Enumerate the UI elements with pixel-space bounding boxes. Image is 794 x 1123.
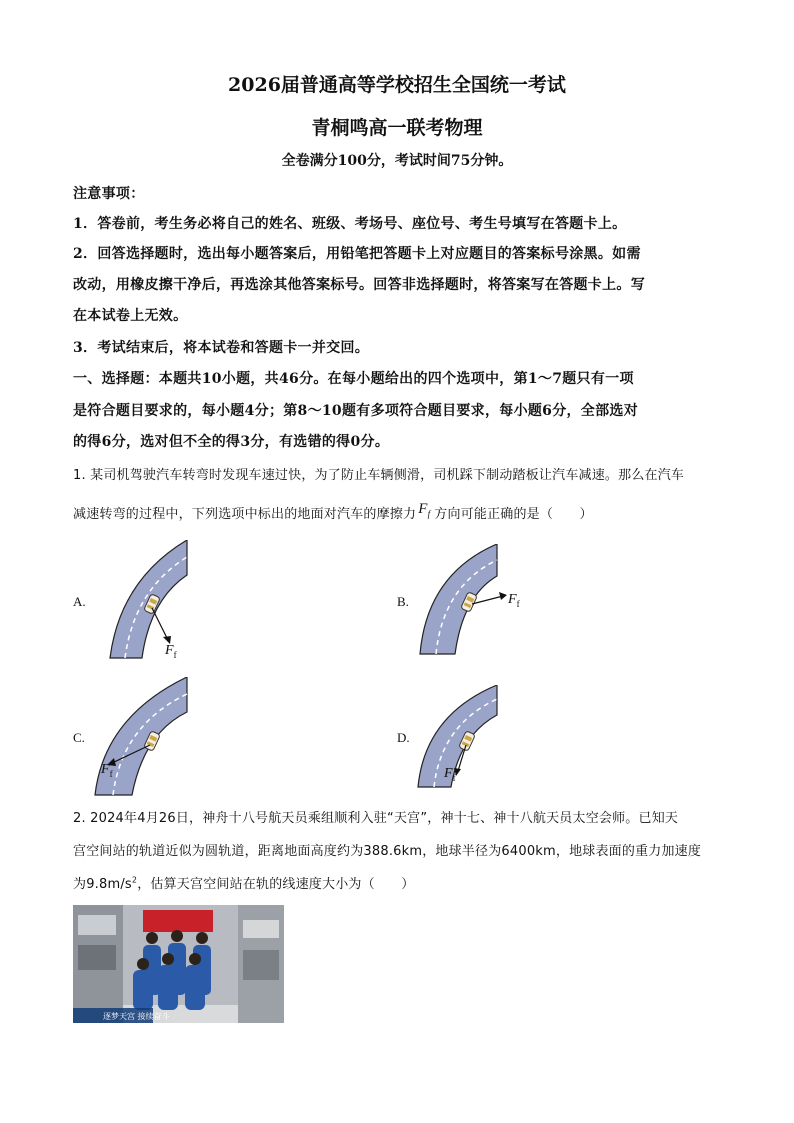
force-sub: f [109, 768, 113, 779]
option-b-label[interactable]: B. [397, 594, 409, 609]
notice-item-2-line-2: 改动，用橡皮擦干净后，再选涂其他答案标号。回答非选择题时，将答案写在答题卡上。写 [73, 277, 645, 293]
option-d-label[interactable]: D. [397, 730, 410, 745]
force-sub: f [173, 649, 177, 660]
q2-line-1: 2. 2024年4月26日，神舟十八号航天员乘组顺利入驻“天宫”，神十七、神十八航天员太空会师。已知天 [73, 811, 679, 826]
force-arrow [152, 608, 168, 640]
notice-item-2-line-1: 2．回答选择题时，选出每小题答案后，用铅笔把答题卡上对应题目的答案标号涂黑。如需 [73, 246, 641, 262]
q1-line-2-post: 方向可能正确的是（ ） [434, 507, 593, 522]
q1-line-2-pre: 减速转弯的过程中，下列选项中标出的地面对汽车的摩擦力 [73, 507, 417, 522]
photo-caption: 逐梦天宫 接续奋斗 [103, 1012, 170, 1021]
notice-item-2-line-3: 在本试卷上无效。 [73, 308, 188, 324]
score-info: 全卷满分100分，考试时间75分钟。 [281, 153, 513, 169]
notice-item-1: 1．答卷前，考生务必将自己的姓名、班级、考场号、座位号、考生号填写在答题卡上。 [73, 216, 627, 232]
friction-symbol-f: F [418, 501, 428, 517]
option-c-force-label [101, 762, 113, 779]
force-f: F [101, 762, 110, 777]
option-c-figure[interactable] [92, 677, 202, 802]
astronauts-photo [73, 905, 284, 1023]
option-c-label[interactable]: C. [73, 730, 85, 745]
q1-line-1: 1. 某司机驾驶汽车转弯时发现车速过快，为了防止车辆侧滑，司机踩下制动踏板让汽车减速。那么在汽车 [73, 468, 685, 483]
q2-line-3-post: ，估算天宫空间站在轨的线速度大小为（ ） [137, 877, 415, 892]
option-a-figure[interactable] [92, 540, 202, 665]
q2-line-3-sup: 2 [131, 875, 138, 885]
option-a-force-label [165, 643, 177, 660]
force-sub: f [452, 772, 456, 783]
force-sub: f [516, 598, 520, 609]
section-1-line-3: 的得6分，选对但不全的得3分，有选错的得0分。 [73, 434, 390, 450]
q1-line-2 [73, 503, 593, 524]
option-d-figure[interactable] [415, 685, 525, 790]
force-f: F [444, 766, 453, 781]
section-1-line-1: 一、选择题：本题共10小题，共46分。在每小题给出的四个选项中，第1～7题只有一项 [73, 371, 634, 387]
road [420, 544, 497, 654]
friction-symbol-sub: f [427, 509, 431, 519]
q2-line-3 [73, 873, 414, 892]
friction-symbol [418, 501, 430, 517]
force-f: F [508, 592, 517, 607]
force-f: F [165, 643, 174, 658]
section-1-line-2: 是符合题目要求的，每小题4分；第8～10题有多项符合题目要求，每小题6分，全部选对 [73, 403, 639, 419]
option-a-label[interactable]: A. [73, 594, 86, 609]
q2-line-3-pre: 为9.8m/s [73, 877, 132, 892]
exam-title: 2026届普通高等学校招生全国统一考试 [228, 74, 566, 96]
subject-title: 青桐鸣高一联考物理 [311, 117, 483, 139]
notice-heading: 注意事项： [73, 186, 145, 202]
option-b-force-label [508, 592, 520, 609]
option-d-force-label [444, 766, 456, 783]
notice-item-3: 3．考试结束后，将本试卷和答题卡一并交回。 [73, 340, 370, 356]
q2-line-2: 宫空间站的轨道近似为圆轨道，距离地面高度约为388.6km，地球半径为6400km，地球表面的重力加速度 [73, 844, 702, 859]
